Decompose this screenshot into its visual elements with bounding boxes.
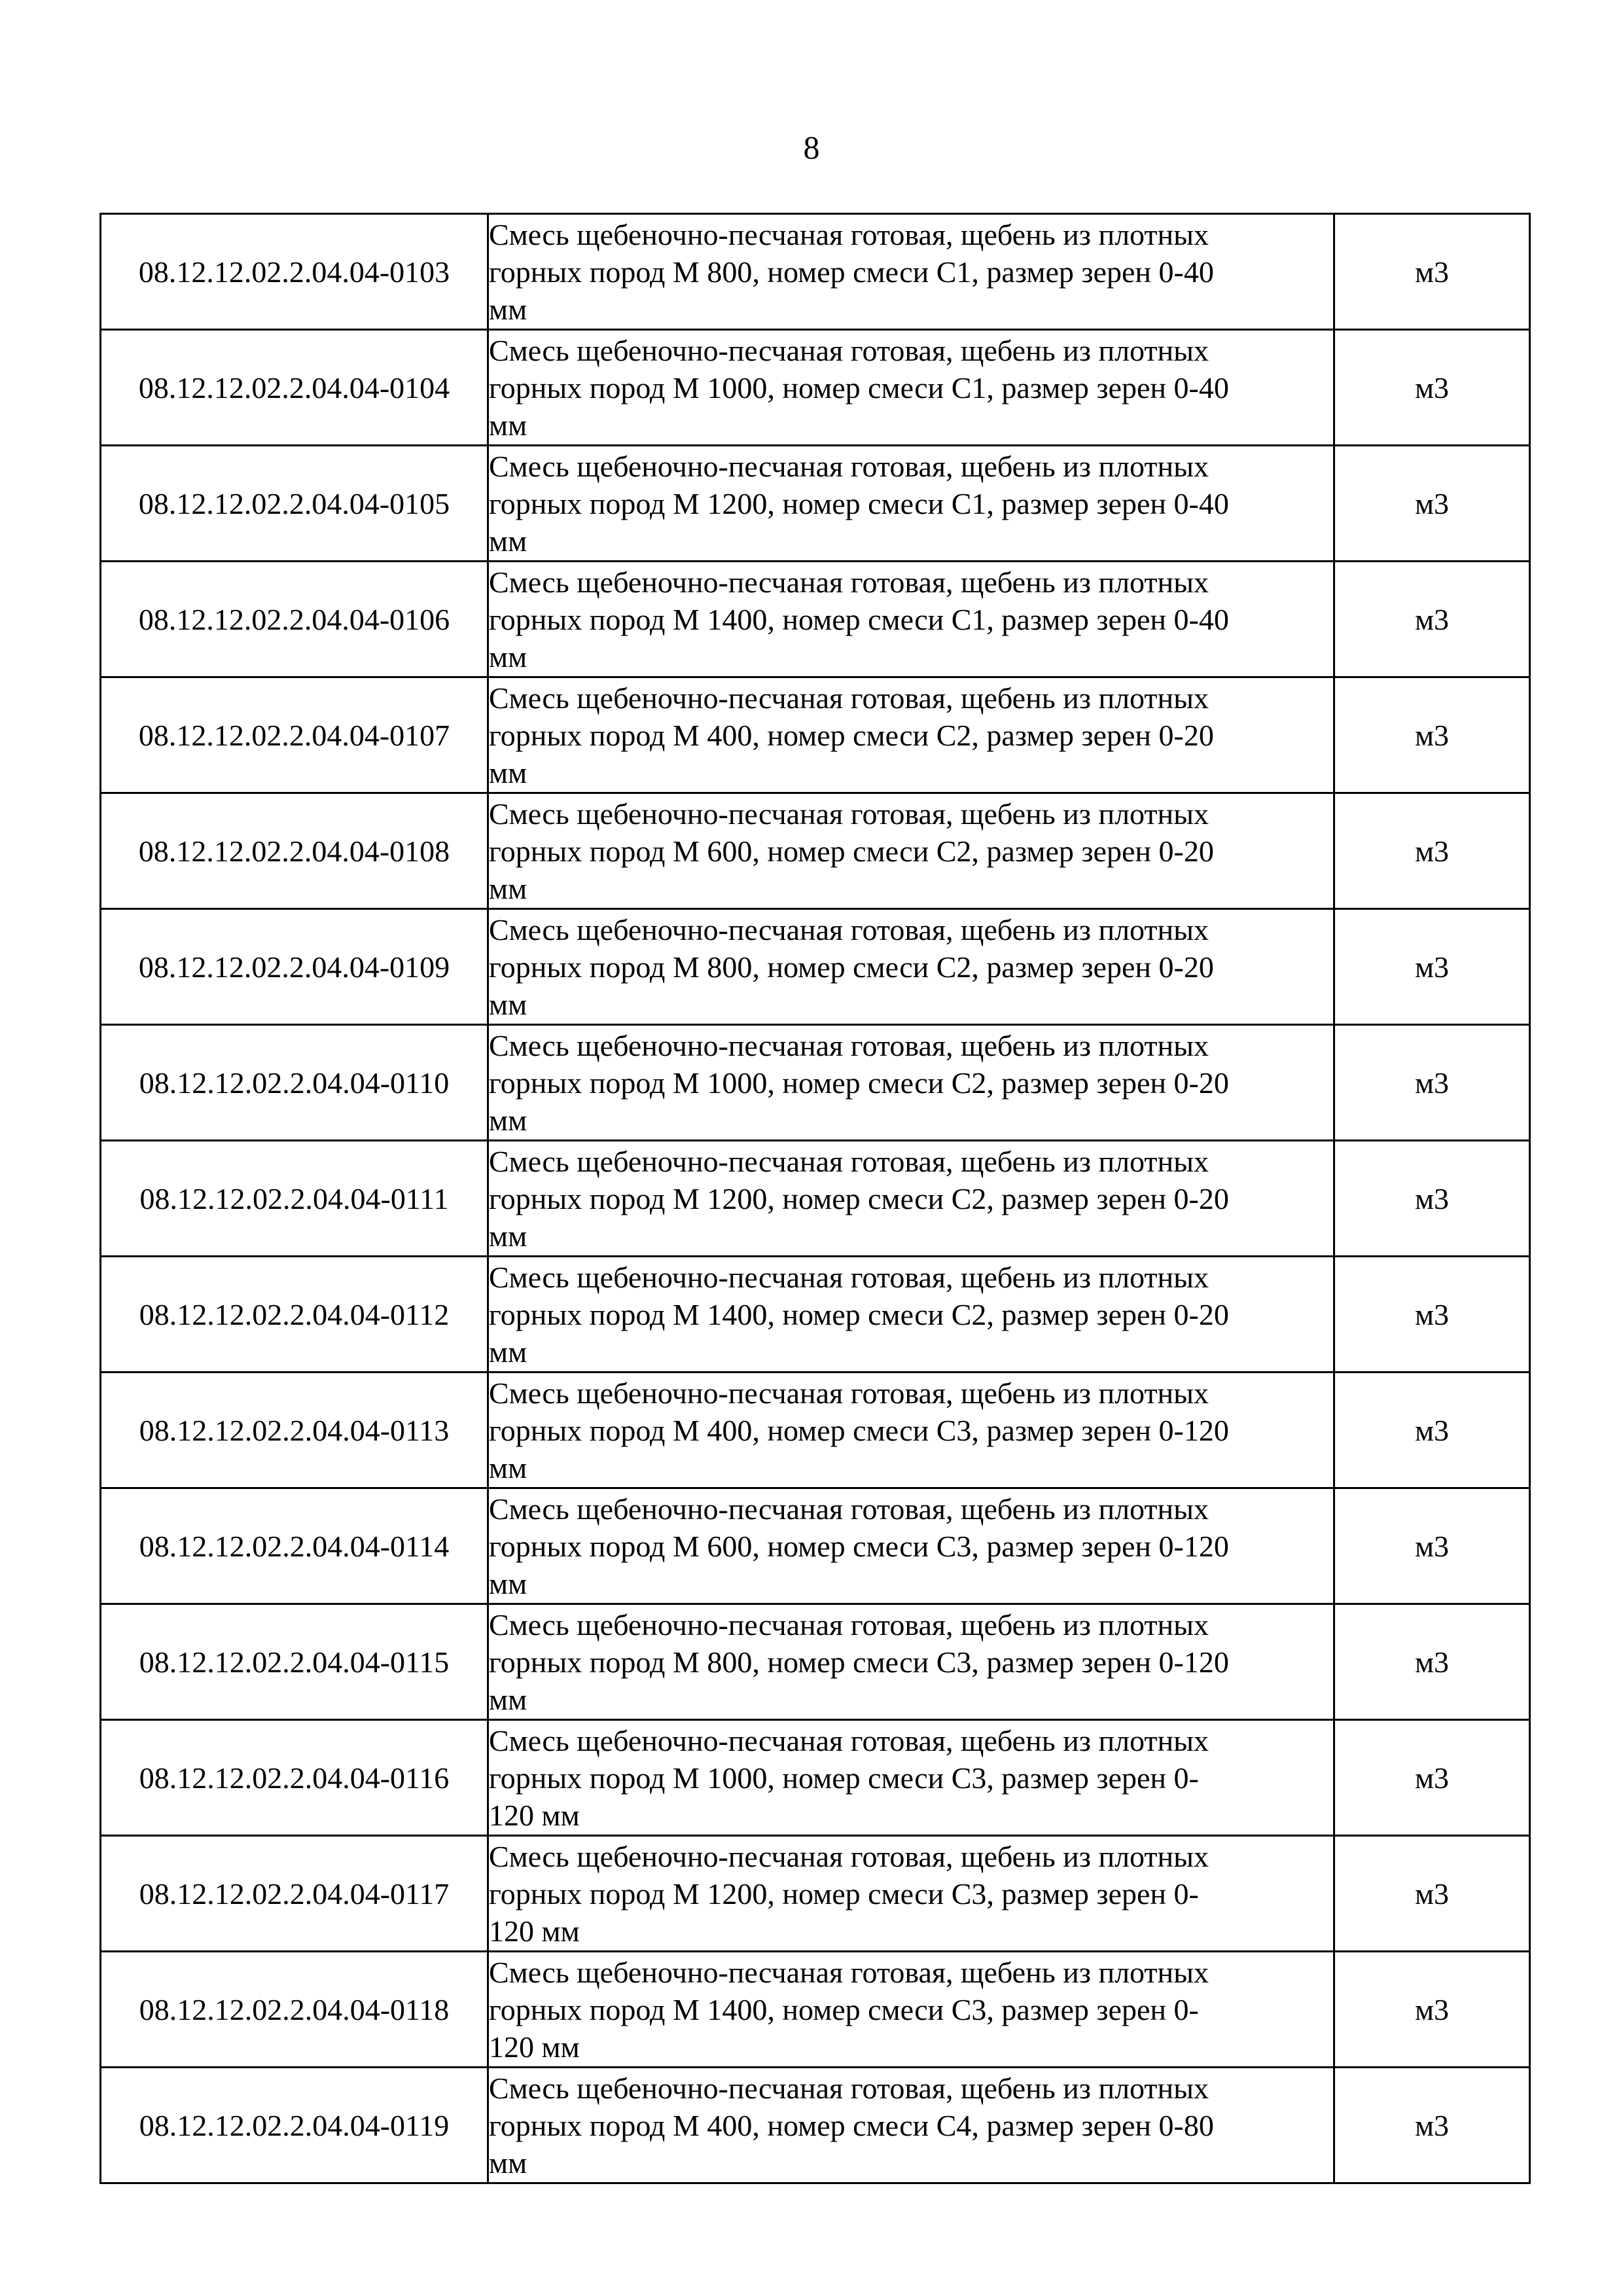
description-line: 120 мм (489, 1914, 580, 1948)
description-line: Смесь щебеночно-песчаная готовая, щебень из плотных (489, 1144, 1209, 1178)
table-row (101, 1372, 1530, 1488)
description-line: горных пород М 1000, номер смеси С1, размер зерен 0-40 (489, 370, 1229, 404)
resource-description-cell (488, 562, 1334, 677)
resource-code-cell: 08.12.12.02.2.04.04-0116 (101, 1720, 488, 1836)
description-line: Смесь щебеночно-песчаная готовая, щебень из плотных (489, 1492, 1209, 1526)
description-line: мм (489, 987, 527, 1021)
table-row (101, 677, 1530, 793)
description-line: горных пород М 1400, номер смеси С3, размер зерен 0- (489, 1992, 1199, 2026)
description-line: мм (489, 2145, 527, 2179)
description-line: горных пород М 400, номер смеси С2, размер зерен 0-20 (489, 718, 1214, 752)
resource-code-cell: 08.12.12.02.2.04.04-0107 (101, 677, 488, 793)
table-row (101, 2068, 1530, 2183)
unit-cell: м3 (1334, 1720, 1530, 1836)
table-row (101, 1025, 1530, 1141)
materials-table-body (101, 214, 1530, 2183)
resource-description-cell (488, 2068, 1334, 2183)
description-line: горных пород М 1200, номер смеси С3, размер зерен 0- (489, 1876, 1199, 1910)
unit-cell: м3 (1334, 793, 1530, 909)
description-line: Смесь щебеночно-песчаная готовая, щебень из плотных (489, 1723, 1209, 1757)
description-line: Смесь щебеночно-песчаная готовая, щебень из плотных (489, 565, 1209, 599)
description-line: горных пород М 1200, номер смеси С2, размер зерен 0-20 (489, 1181, 1229, 1215)
unit-cell: м3 (1334, 2068, 1530, 2183)
description-line: горных пород М 600, номер смеси С3, размер зерен 0-120 (489, 1529, 1229, 1563)
resource-code-cell: 08.12.12.02.2.04.04-0112 (101, 1257, 488, 1372)
resource-description-cell (488, 446, 1334, 562)
description-line: Смесь щебеночно-песчаная готовая, щебень из плотных (489, 1607, 1209, 1641)
unit-cell: м3 (1334, 1141, 1530, 1257)
table-row (101, 793, 1530, 909)
description-line: мм (489, 1335, 527, 1369)
table-row (101, 446, 1530, 562)
description-line: мм (489, 1103, 527, 1137)
resource-code-cell: 08.12.12.02.2.04.04-0115 (101, 1604, 488, 1720)
resource-description-cell (488, 909, 1334, 1025)
resource-description-cell (488, 677, 1334, 793)
resource-description-cell (488, 1257, 1334, 1372)
description-line: Смесь щебеночно-песчаная готовая, щебень из плотных (489, 681, 1209, 715)
description-line: мм (489, 639, 527, 673)
resource-code-cell: 08.12.12.02.2.04.04-0119 (101, 2068, 488, 2183)
description-line: мм (489, 408, 527, 442)
unit-cell: м3 (1334, 214, 1530, 330)
resource-description-cell (488, 214, 1334, 330)
resource-code-cell: 08.12.12.02.2.04.04-0108 (101, 793, 488, 909)
resource-description-cell (488, 793, 1334, 909)
description-line: Смесь щебеночно-песчаная готовая, щебень из плотных (489, 1028, 1209, 1062)
resource-description-cell (488, 1372, 1334, 1488)
unit-cell: м3 (1334, 1257, 1530, 1372)
description-line: Смесь щебеночно-песчаная готовая, щебень из плотных (489, 1376, 1209, 1410)
description-line: горных пород М 800, номер смеси С2, размер зерен 0-20 (489, 950, 1214, 984)
unit-cell: м3 (1334, 909, 1530, 1025)
resource-code-cell: 08.12.12.02.2.04.04-0110 (101, 1025, 488, 1141)
resource-code-cell: 08.12.12.02.2.04.04-0105 (101, 446, 488, 562)
description-line: мм (489, 292, 527, 326)
resource-code-cell: 08.12.12.02.2.04.04-0118 (101, 1952, 488, 2068)
description-line: Смесь щебеночно-песчаная готовая, щебень из плотных (489, 333, 1209, 367)
resource-code-cell: 08.12.12.02.2.04.04-0117 (101, 1836, 488, 1952)
description-line: мм (489, 755, 527, 789)
description-line: мм (489, 524, 527, 558)
description-line: горных пород М 400, номер смеси С3, размер зерен 0-120 (489, 1413, 1229, 1447)
resource-description-cell (488, 1488, 1334, 1604)
unit-cell: м3 (1334, 330, 1530, 446)
resource-code-cell: 08.12.12.02.2.04.04-0114 (101, 1488, 488, 1604)
table-row (101, 1836, 1530, 1952)
table-row (101, 909, 1530, 1025)
description-line: горных пород М 400, номер смеси С4, размер зерен 0-80 (489, 2108, 1214, 2142)
resource-code-cell: 08.12.12.02.2.04.04-0109 (101, 909, 488, 1025)
description-line: мм (489, 1219, 527, 1253)
resource-description-cell (488, 1952, 1334, 2068)
description-line: мм (489, 1450, 527, 1484)
description-line: Смесь щебеночно-песчаная готовая, щебень из плотных (489, 449, 1209, 483)
resource-code-cell: 08.12.12.02.2.04.04-0113 (101, 1372, 488, 1488)
description-line: Смесь щебеночно-песчаная готовая, щебень из плотных (489, 797, 1209, 831)
unit-cell: м3 (1334, 1952, 1530, 2068)
resource-code-cell: 08.12.12.02.2.04.04-0103 (101, 214, 488, 330)
description-line: Смесь щебеночно-песчаная готовая, щебень из плотных (489, 1839, 1209, 1873)
table-row (101, 1952, 1530, 2068)
materials-table (99, 213, 1531, 2184)
description-line: горных пород М 1000, номер смеси С3, размер зерен 0- (489, 1761, 1199, 1795)
description-line: Смесь щебеночно-песчаная готовая, щебень из плотных (489, 1955, 1209, 1989)
resource-description-cell (488, 330, 1334, 446)
description-line: горных пород М 1200, номер смеси С1, размер зерен 0-40 (489, 486, 1229, 520)
table-row (101, 1141, 1530, 1257)
description-line: мм (489, 871, 527, 905)
description-line: Смесь щебеночно-песчаная готовая, щебень из плотных (489, 912, 1209, 946)
description-line: Смесь щебеночно-песчаная готовая, щебень из плотных (489, 2071, 1209, 2105)
description-line: Смесь щебеночно-песчаная готовая, щебень из плотных (489, 217, 1209, 251)
table-row (101, 330, 1530, 446)
unit-cell: м3 (1334, 562, 1530, 677)
description-line: горных пород М 600, номер смеси С2, размер зерен 0-20 (489, 834, 1214, 868)
resource-code-cell: 08.12.12.02.2.04.04-0111 (101, 1141, 488, 1257)
description-line: мм (489, 1566, 527, 1600)
description-line: 120 мм (489, 2030, 580, 2064)
table-row (101, 562, 1530, 677)
resource-code-cell: 08.12.12.02.2.04.04-0106 (101, 562, 488, 677)
unit-cell: м3 (1334, 677, 1530, 793)
unit-cell: м3 (1334, 1488, 1530, 1604)
resource-description-cell (488, 1025, 1334, 1141)
table-row (101, 1604, 1530, 1720)
unit-cell: м3 (1334, 1604, 1530, 1720)
unit-cell: м3 (1334, 1372, 1530, 1488)
resource-description-cell (488, 1141, 1334, 1257)
resource-description-cell (488, 1836, 1334, 1952)
description-line: горных пород М 1400, номер смеси С1, размер зерен 0-40 (489, 602, 1229, 636)
description-line: горных пород М 800, номер смеси С3, размер зерен 0-120 (489, 1645, 1229, 1679)
resource-description-cell (488, 1604, 1334, 1720)
description-line: горных пород М 800, номер смеси С1, размер зерен 0-40 (489, 255, 1214, 289)
table-row (101, 1720, 1530, 1836)
unit-cell: м3 (1334, 1025, 1530, 1141)
table-row (101, 214, 1530, 330)
description-line: мм (489, 1682, 527, 1716)
resource-code-cell: 08.12.12.02.2.04.04-0104 (101, 330, 488, 446)
unit-cell: м3 (1334, 1836, 1530, 1952)
page-number: 8 (803, 129, 820, 166)
description-line: горных пород М 1400, номер смеси С2, размер зерен 0-20 (489, 1297, 1229, 1331)
table-row (101, 1488, 1530, 1604)
description-line: горных пород М 1000, номер смеси С2, размер зерен 0-20 (489, 1066, 1229, 1100)
description-line: 120 мм (489, 1798, 580, 1832)
description-line: Смесь щебеночно-песчаная готовая, щебень из плотных (489, 1260, 1209, 1294)
table-row (101, 1257, 1530, 1372)
unit-cell: м3 (1334, 446, 1530, 562)
resource-description-cell (488, 1720, 1334, 1836)
